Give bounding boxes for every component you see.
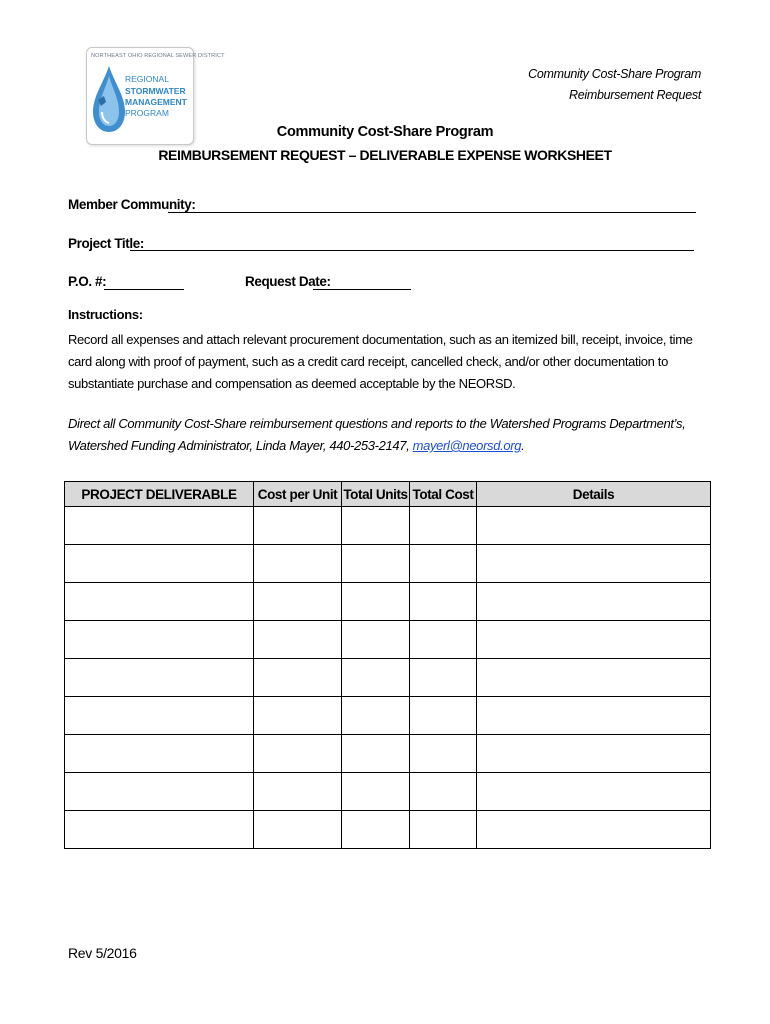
contact-text-end: .: [521, 438, 525, 453]
total-units-cell[interactable]: [342, 659, 410, 697]
page-title: Community Cost-Share Program: [276, 124, 494, 140]
project-deliverable-cell[interactable]: [65, 621, 254, 659]
project-title-label: Project Title:: [68, 236, 144, 251]
total-cost-cell[interactable]: [410, 507, 477, 545]
details-cell[interactable]: [477, 507, 711, 545]
cost-per-unit-cell[interactable]: [254, 583, 342, 621]
table-row: [65, 507, 711, 545]
details-cell[interactable]: [477, 697, 711, 735]
logo-line-regional: REGIONAL: [125, 74, 169, 84]
page-subtitle: REIMBURSEMENT REQUEST – DELIVERABLE EXPENSE WORKSHEET: [158, 147, 612, 163]
corner-line-1: Community Cost-Share Program: [528, 67, 701, 81]
corner-line-2: Reimbursement Request: [569, 88, 701, 102]
cost-per-unit-cell[interactable]: [254, 507, 342, 545]
table-header-row: [65, 482, 711, 507]
total-cost-cell[interactable]: [410, 735, 477, 773]
total-cost-cell[interactable]: [410, 659, 477, 697]
logo-line-program: PROGRAM: [125, 108, 169, 118]
project-deliverable-cell[interactable]: [65, 811, 254, 849]
total-cost-cell[interactable]: [410, 811, 477, 849]
column-header-details: Details: [477, 482, 711, 507]
details-cell[interactable]: [477, 811, 711, 849]
table-row: [65, 545, 711, 583]
total-cost-cell[interactable]: [410, 621, 477, 659]
project-title-field[interactable]: [130, 250, 694, 251]
contact-text: Direct all Community Cost-Share reimbursement questions and reports to the Watershed Programs Department’s, Watershed Funding Administrator, Linda Mayer, 440-253-2147,: [68, 416, 686, 453]
logo-line-management: MANAGEMENT: [125, 97, 187, 107]
contact-paragraph: [68, 413, 708, 457]
total-cost-cell[interactable]: [410, 697, 477, 735]
po-number-field[interactable]: [104, 289, 184, 290]
details-cell[interactable]: [477, 545, 711, 583]
project-deliverable-cell[interactable]: [65, 507, 254, 545]
cost-per-unit-cell[interactable]: [254, 773, 342, 811]
member-community-label: Member Community:: [68, 197, 196, 212]
project-deliverable-cell[interactable]: [65, 697, 254, 735]
request-date-label: Request Date:: [245, 274, 331, 289]
cost-per-unit-cell[interactable]: [254, 735, 342, 773]
total-units-cell[interactable]: [342, 697, 410, 735]
details-cell[interactable]: [477, 621, 711, 659]
cost-per-unit-cell[interactable]: [254, 621, 342, 659]
cost-per-unit-cell[interactable]: [254, 545, 342, 583]
column-header-total-cost: Total Cost: [410, 482, 477, 507]
project-deliverable-cell[interactable]: [65, 545, 254, 583]
project-deliverable-cell[interactable]: [65, 735, 254, 773]
revision-label: Rev 5/2016: [68, 945, 137, 961]
details-cell[interactable]: [477, 773, 711, 811]
deliverable-expense-table: [64, 481, 711, 849]
details-cell[interactable]: [477, 659, 711, 697]
table-row: [65, 773, 711, 811]
total-units-cell[interactable]: [342, 507, 410, 545]
table-row: [65, 659, 711, 697]
total-units-cell[interactable]: [342, 811, 410, 849]
cost-per-unit-cell[interactable]: [254, 811, 342, 849]
table-row: [65, 735, 711, 773]
total-cost-cell[interactable]: [410, 583, 477, 621]
corner-header: [528, 64, 701, 106]
project-deliverable-cell[interactable]: [65, 659, 254, 697]
total-units-cell[interactable]: [342, 583, 410, 621]
column-header-cost-per-unit: Cost per Unit: [254, 482, 342, 507]
total-units-cell[interactable]: [342, 735, 410, 773]
details-cell[interactable]: [477, 735, 711, 773]
request-date-field[interactable]: [313, 289, 411, 290]
total-cost-cell[interactable]: [410, 773, 477, 811]
total-cost-cell[interactable]: [410, 545, 477, 583]
total-units-cell[interactable]: [342, 621, 410, 659]
column-header-total-units: Total Units: [342, 482, 410, 507]
contact-email-link[interactable]: mayerl@neorsd.org: [412, 438, 522, 453]
logo-line-stormwater: STORMWATER: [125, 86, 186, 96]
total-units-cell[interactable]: [342, 545, 410, 583]
instructions-body: Record all expenses and attach relevant procurement documentation, such as an itemized bill, receipt, invoice, time card along with proof of payment, such as a credit card receipt, cancelled check, and/or other documentation to substantiate purchase and compensation as deemed acceptable by the NEORSD.: [68, 332, 693, 391]
logo-district-text: NORTHEAST OHIO REGIONAL SEWER DISTRICT: [91, 53, 225, 59]
column-header-project-deliverable: PROJECT DELIVERABLE: [65, 482, 254, 507]
details-cell[interactable]: [477, 583, 711, 621]
table-row: [65, 697, 711, 735]
table-row: [65, 621, 711, 659]
cost-per-unit-cell[interactable]: [254, 697, 342, 735]
project-deliverable-cell[interactable]: [65, 583, 254, 621]
total-units-cell[interactable]: [342, 773, 410, 811]
table-row: [65, 583, 711, 621]
instructions-heading: Instructions:: [68, 307, 143, 322]
project-deliverable-cell[interactable]: [65, 773, 254, 811]
po-number-label: P.O. #:: [68, 274, 107, 289]
cost-per-unit-cell[interactable]: [254, 659, 342, 697]
table-row: [65, 811, 711, 849]
member-community-field[interactable]: [168, 212, 696, 213]
